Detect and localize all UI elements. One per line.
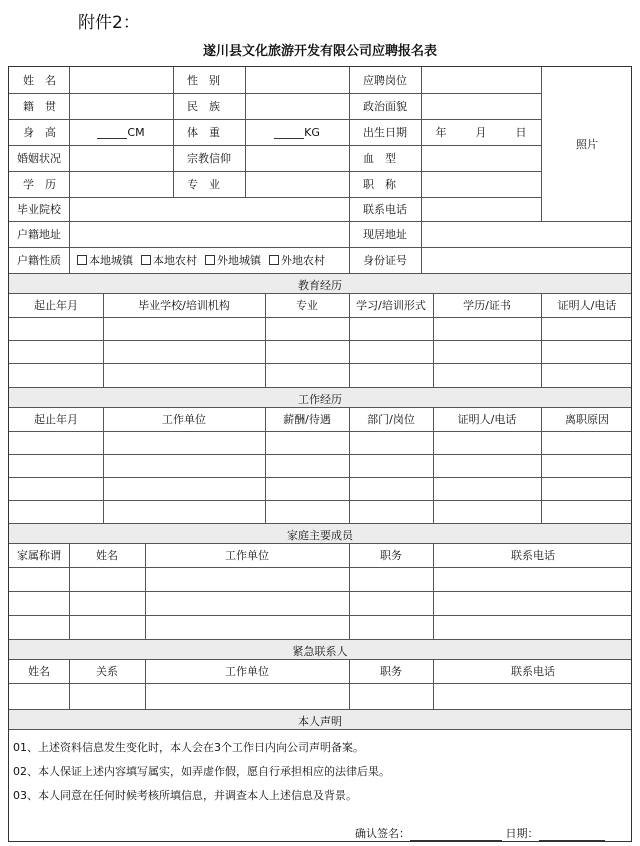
table-row[interactable] [9,431,633,454]
work-col-header: 工作单位 [162,413,206,426]
year-label: 年 [435,126,447,139]
weight-unit: KG [304,125,320,139]
hukou-type-label: 户籍性质 [17,254,61,267]
table-row[interactable] [9,500,633,523]
major-field[interactable] [245,171,349,197]
signature-field[interactable] [410,827,502,841]
hukou-option[interactable]: 本地城镇 [77,252,133,268]
blood-field[interactable] [421,145,541,171]
hukou-option[interactable]: 本地农村 [141,252,197,268]
gender-label: 性 别 [187,74,220,87]
family-col-header: 家属称谓 [17,549,61,562]
work-col-header: 部门/岗位 [367,413,415,426]
emergency-col-header: 工作单位 [225,665,269,678]
weight-label: 体 重 [187,126,220,139]
ethnicity-label: 民 族 [187,100,220,113]
gender-field[interactable] [245,67,349,93]
edu-col-header: 起止年月 [34,299,78,312]
work-col-header: 薪酬/待遇 [283,413,331,426]
day-label: 日 [515,126,527,139]
id-label: 身份证号 [363,254,407,267]
table-row[interactable] [9,591,633,615]
attachment-label: 附件2： [78,13,140,33]
work-col-header: 离职原因 [565,413,609,426]
edu-col-header: 学习/培训形式 [356,299,426,312]
marital-label: 婚姻状况 [17,152,61,165]
family-col-header: 联系电话 [511,549,555,562]
signature-line [355,825,605,841]
religion-label: 宗教信仰 [187,152,231,165]
hukou-type-options [69,247,349,273]
edu-col-header: 证明人/电话 [557,299,617,312]
height-unit: CM [127,125,145,139]
name-label: 姓 名 [23,74,56,87]
education-title: 教育经历 [298,279,342,292]
origin-field[interactable] [69,93,173,119]
weight-field[interactable] [245,119,349,145]
school-label: 毕业院校 [17,203,61,216]
emergency-title: 紧急联系人 [292,645,348,658]
date-label: 日期： [505,827,539,840]
birth-field[interactable] [421,119,541,145]
work-title: 工作经历 [298,393,342,406]
table-row[interactable] [9,683,633,709]
politics-label: 政治面貌 [363,100,407,113]
photo-label: 照片 [576,138,598,151]
current-addr-field[interactable] [421,221,633,247]
declaration-item: 03、本人同意在任何时候考核所填信息，并调查本人上述信息及背景。 [13,789,357,802]
marital-field[interactable] [69,145,173,171]
family-title: 家庭主要成员 [287,529,353,542]
politics-field[interactable] [421,93,541,119]
hukou-option[interactable]: 外地农村 [269,252,325,268]
checkbox-icon [141,255,151,265]
current-addr-label: 现居地址 [363,228,407,241]
application-form [8,66,632,842]
work-col-header: 证明人/电话 [457,413,517,426]
checkbox-icon [77,255,87,265]
title-field[interactable] [421,171,541,197]
work-col-header: 起止年月 [34,413,78,426]
declaration-title: 本人声明 [298,715,342,728]
photo-box[interactable] [541,67,633,221]
checkbox-icon [269,255,279,265]
religion-field[interactable] [245,145,349,171]
table-row[interactable] [9,477,633,500]
table-row[interactable] [9,567,633,591]
name-field[interactable] [69,67,173,93]
month-label: 月 [475,126,487,139]
title-label: 职 称 [363,178,396,191]
sign-label: 确认签名： [355,827,410,840]
family-col-header: 职务 [380,549,402,562]
major-label: 专 业 [187,178,220,191]
table-row[interactable] [9,317,633,340]
emergency-col-header: 职务 [380,665,402,678]
height-field[interactable] [69,119,173,145]
hukou-addr-label: 户籍地址 [17,228,61,241]
edu-col-header: 学历/证书 [463,299,511,312]
birth-label: 出生日期 [363,126,407,139]
date-field[interactable] [539,827,605,841]
table-row[interactable] [9,363,633,387]
table-row[interactable] [9,615,633,639]
edu-col-header: 专业 [296,299,318,312]
emergency-col-header: 姓名 [28,665,50,678]
table-row[interactable] [9,454,633,477]
ethnicity-field[interactable] [245,93,349,119]
declaration-item: 02、本人保证上述内容填写属实，如弄虚作假，愿自行承担相应的法律后果。 [13,765,390,778]
family-col-header: 工作单位 [225,549,269,562]
phone-label: 联系电话 [363,203,407,216]
checkbox-icon [205,255,215,265]
emergency-col-header: 关系 [96,665,118,678]
hukou-addr-field[interactable] [69,221,349,247]
declaration-item: 01、上述资料信息发生变化时，本人会在3个工作日内向公司声明备案。 [13,741,364,754]
height-label: 身 高 [23,126,56,139]
table-row[interactable] [9,340,633,363]
emergency-col-header: 联系电话 [511,665,555,678]
origin-label: 籍 贯 [23,100,56,113]
school-field[interactable] [69,197,349,221]
phone-field[interactable] [421,197,541,221]
blood-label: 血 型 [363,152,396,165]
position-field[interactable] [421,67,541,93]
family-col-header: 姓名 [96,549,118,562]
hukou-option[interactable]: 外地城镇 [205,252,261,268]
edu-label: 学 历 [23,178,56,191]
form-title: 遂川县文化旅游开发有限公司应聘报名表 [202,44,437,59]
edu-col-header: 毕业学校/培训机构 [138,299,230,312]
id-field[interactable] [421,247,633,273]
edu-field[interactable] [69,171,173,197]
position-label: 应聘岗位 [363,74,407,87]
